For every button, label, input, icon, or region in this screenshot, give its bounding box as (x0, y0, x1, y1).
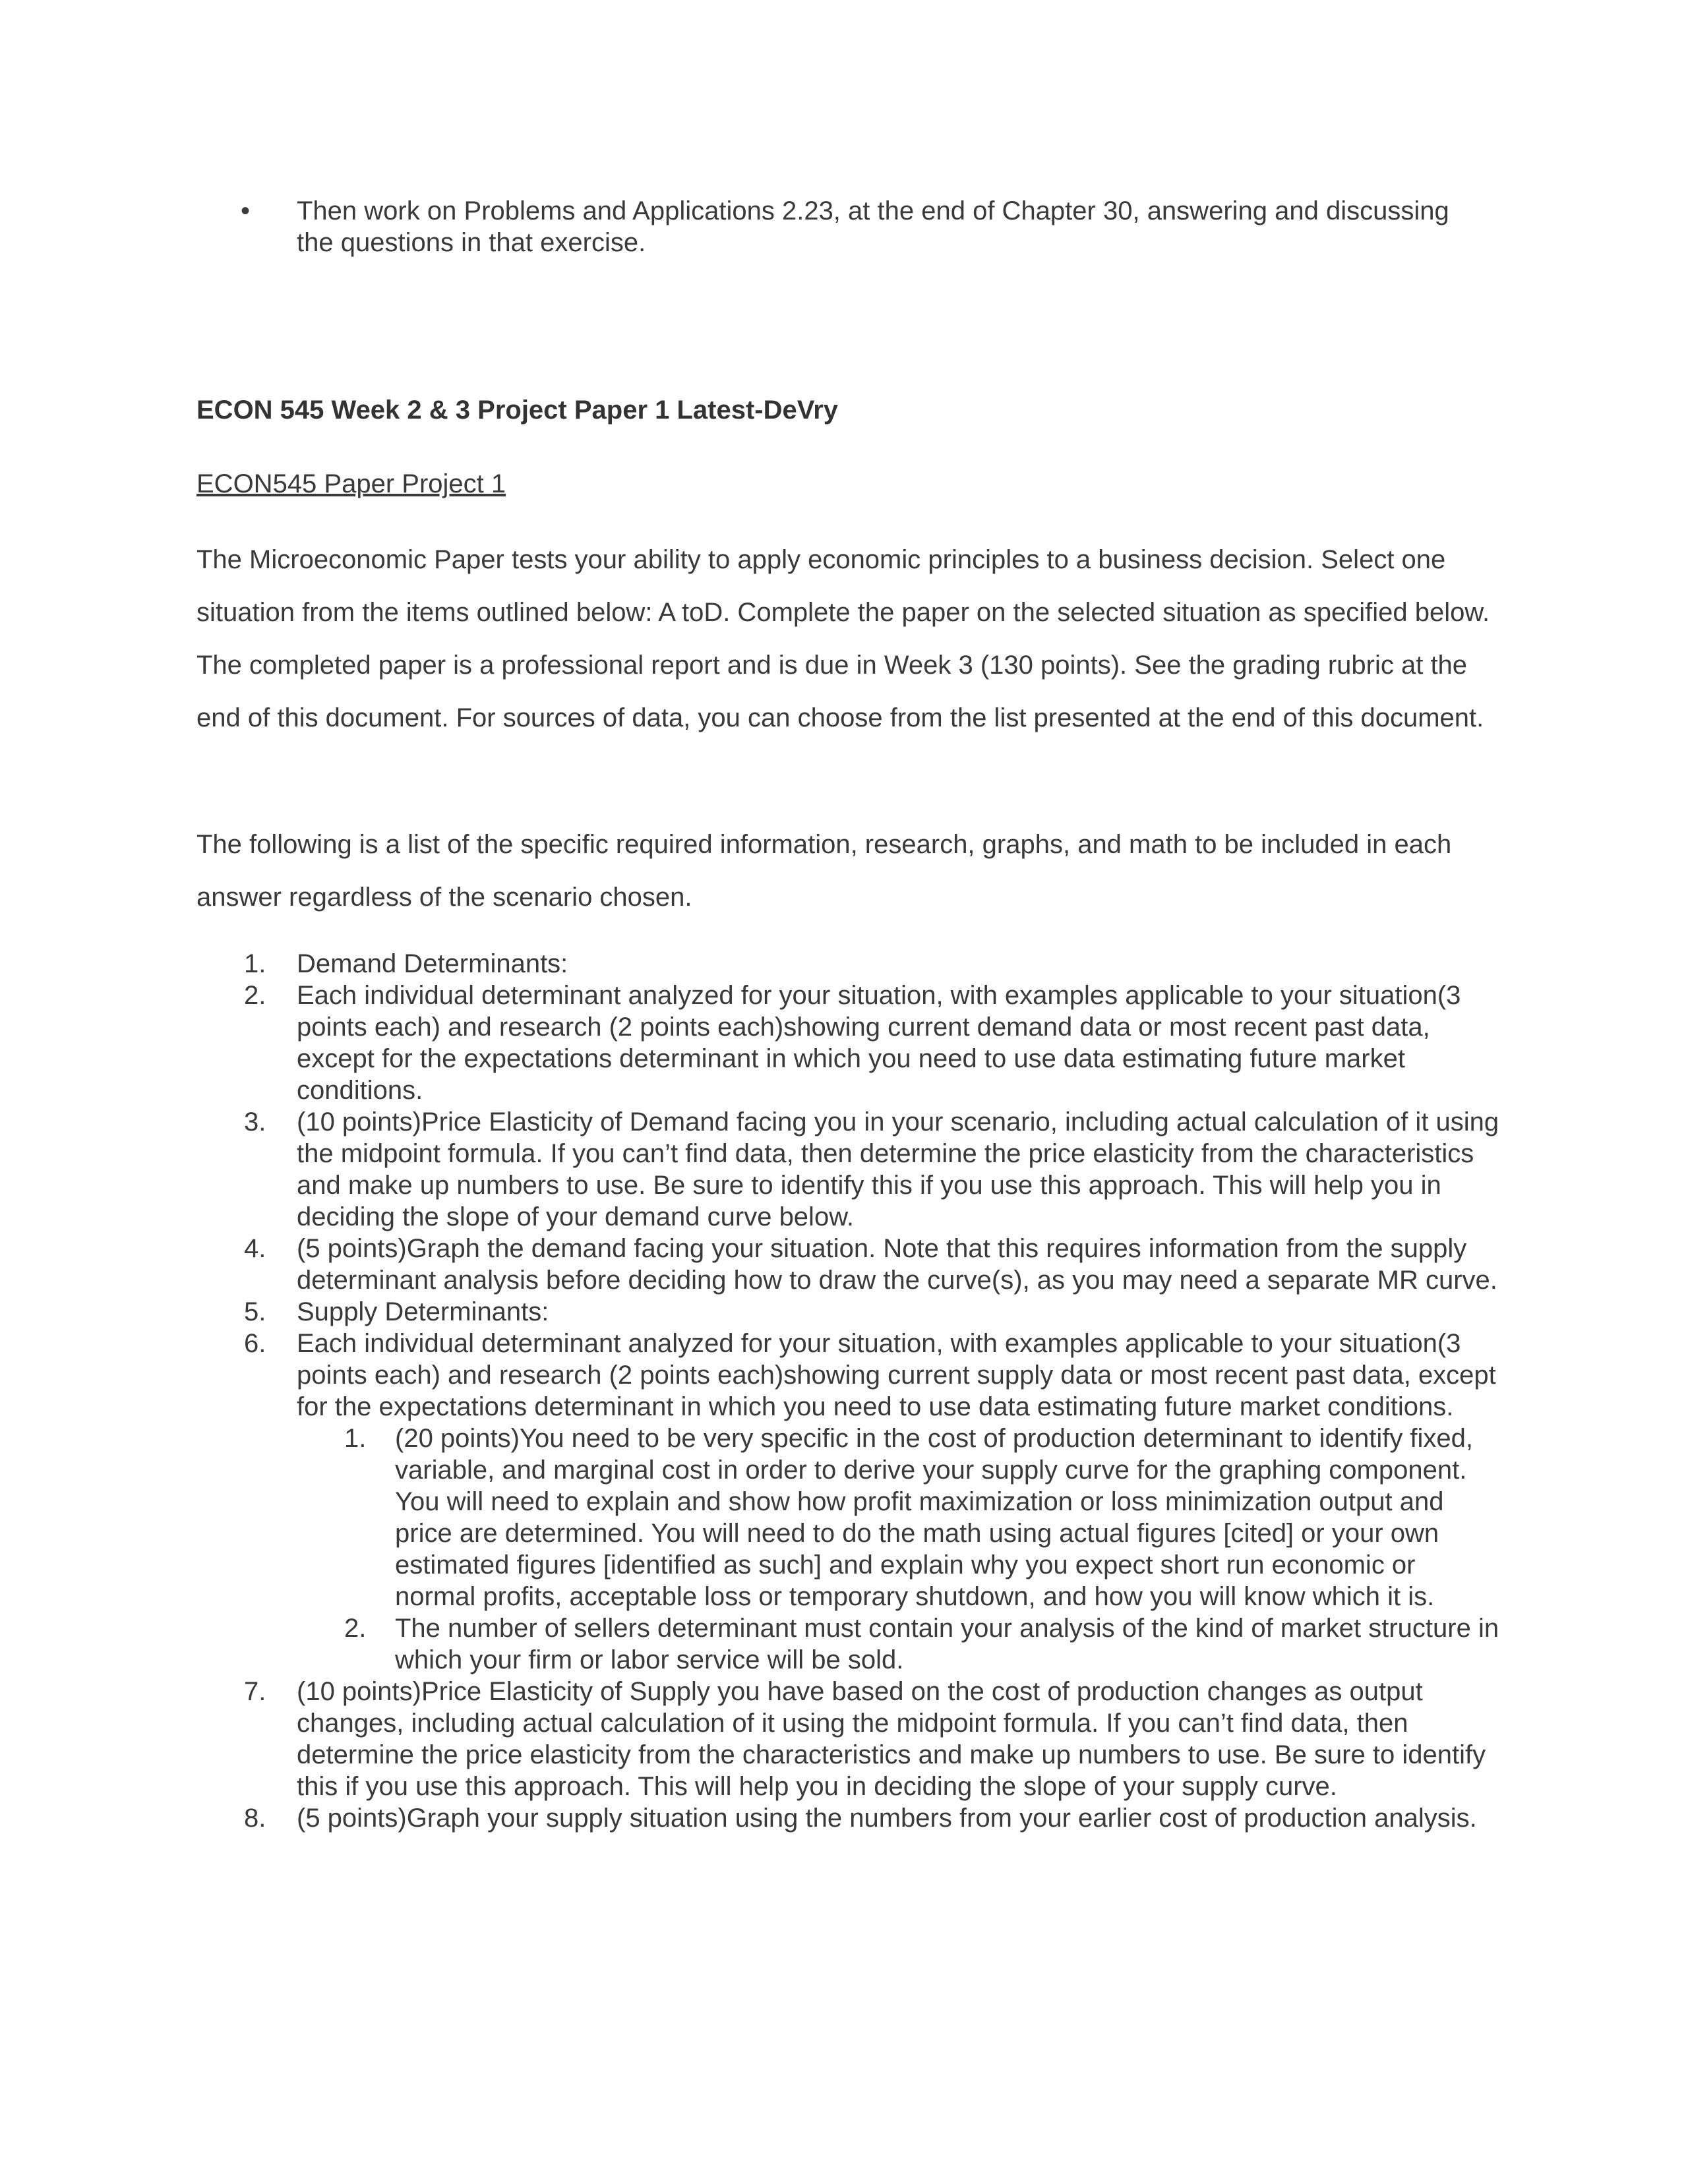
list-item (196, 1296, 1502, 1328)
requirements-paragraph: The following is a list of the specific required information, research, graphs, and math to be included in each answer regardless of the scenario chosen. (196, 830, 1452, 912)
item-number: 3. (244, 1107, 266, 1136)
item-text: Each individual determinant analyzed for your situation, with examples applicable to your situation(3 points each) and research (2 points each)showing current supply data or most recent past data, except for the expectations determinant in which you need to use data estimating future market conditions. (297, 1329, 1496, 1421)
document-heading: ECON 545 Week 2 & 3 Project Paper 1 Latest-DeVry (196, 396, 839, 425)
item-text: (10 points)Price Elasticity of Demand facing you in your scenario, including actual calculation of it using the midpoint formula. If you can’t find data, then determine the price elasticity from the characteristics and make up numbers to use. Be sure to identify this if you use this approach. This will help you in deciding the slope of your demand curve below. (297, 1107, 1499, 1231)
item-number: 8. (244, 1804, 266, 1833)
sub-list-item (297, 1612, 1502, 1676)
list-item (196, 1802, 1502, 1834)
list-item (196, 1233, 1502, 1296)
intro-paragraph: The Microeconomic Paper tests your ability to apply economic principles to a business decision. Select one situation from the items outlined below: A toD. Complete the paper on the selected situation as specified below. The completed paper is a professional report and is due in Week 3 (130 points). See the grading rubric at the end of this document. For sources of data, you can choose from the list presented at the end of this document. (196, 545, 1490, 732)
sub-list (297, 1423, 1502, 1676)
list-item (196, 948, 1502, 980)
item-text: Supply Determinants: (297, 1297, 549, 1326)
bullet-marker: • (241, 196, 251, 225)
sub-item-number: 2. (344, 1614, 367, 1643)
sub-list-item (297, 1423, 1502, 1612)
item-text: Each individual determinant analyzed for your situation, with examples applicable to your situation(3 points each) and research (2 points each)showing current demand data or most recent past data, except for the expectations determinant in which you need to use data estimating future market conditions. (297, 981, 1461, 1105)
list-item (196, 1106, 1502, 1233)
intro-bullet-list (241, 195, 1461, 258)
bullet-text: Then work on Problems and Applications 2.23, at the end of Chapter 30, answering and discussing the questions in that exercise. (297, 196, 1449, 257)
list-item (241, 195, 1461, 258)
item-text: Demand Determinants: (297, 949, 568, 978)
item-text: (10 points)Price Elasticity of Supply you have based on the cost of production changes as output changes, including actual calculation of it using the midpoint formula. If you can’t find data, then determine the price elasticity from the characteristics and make up numbers to use. Be sure to identify this if you use this approach. This will help you in deciding the slope of your supply curve. (297, 1677, 1486, 1801)
sub-item-text: The number of sellers determinant must contain your analysis of the kind of market structure in which your firm or labor service will be sold. (395, 1614, 1499, 1674)
item-number: 1. (244, 949, 266, 978)
list-item (196, 1328, 1502, 1676)
item-number: 7. (244, 1677, 266, 1706)
item-text: (5 points)Graph the demand facing your situation. Note that this requires information from the supply determinant analysis before deciding how to draw the curve(s), as you may need a separate MR curve. (297, 1234, 1497, 1295)
list-item (196, 980, 1502, 1106)
item-number: 4. (244, 1234, 266, 1263)
document-subheading: ECON545 Paper Project 1 (196, 469, 506, 498)
list-item (196, 1676, 1502, 1802)
requirements-list (196, 948, 1502, 1834)
item-text: (5 points)Graph your supply situation using the numbers from your earlier cost of production analysis. (297, 1804, 1477, 1833)
item-number: 5. (244, 1297, 266, 1326)
sub-item-text: (20 points)You need to be very specific in the cost of production determinant to identify fixed, variable, and marginal cost in order to derive your supply curve for the graphing component. You will need to explain and show how profit maximization or loss minimization output and price are determined. You will need to do the math using actual figures [cited] or your own estimated figures [identified as such] and explain why you expect short run economic or normal profits, acceptable loss or temporary shutdown, and how you will know which it is. (395, 1424, 1474, 1611)
item-number: 6. (244, 1329, 266, 1358)
item-number: 2. (244, 981, 266, 1010)
sub-item-number: 1. (344, 1424, 367, 1453)
